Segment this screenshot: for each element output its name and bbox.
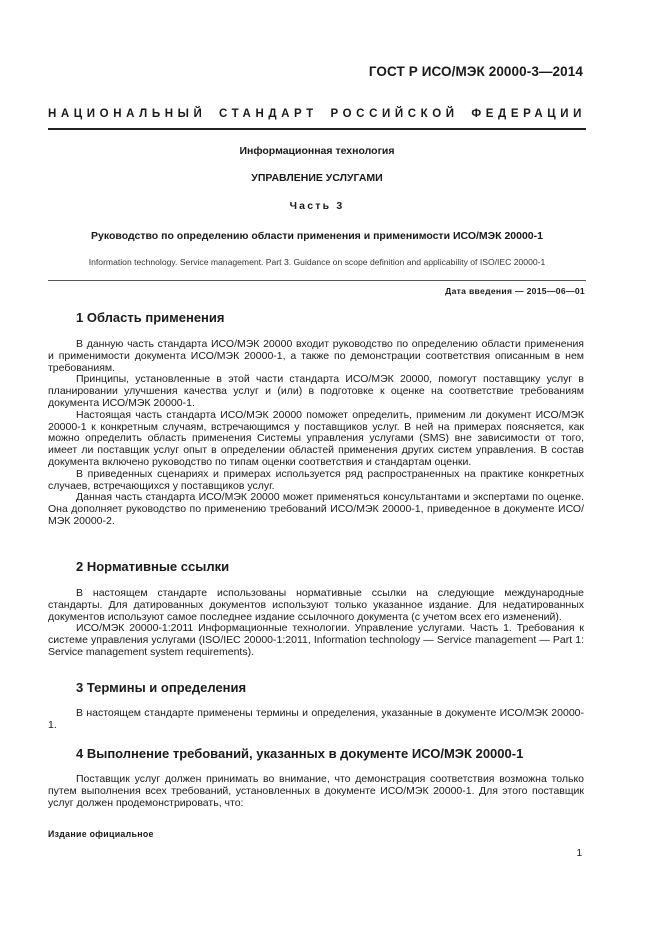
paragraph: В данную часть стандарта ИСО/МЭК 20000 входит руководство по определению области применения и применимости документа ИСО/МЭК 20000-1, а также по демонстрации соответствия описанным в нем требованиям. bbox=[48, 338, 584, 374]
official-edition-note: Издание официальное bbox=[48, 829, 154, 839]
section-1-heading: 1 Область применения bbox=[76, 310, 225, 325]
paragraph: Данная часть стандарта ИСО/МЭК 20000 может применяться консультантами и экспертами по оценке. Она дополняет руководство по применению требований ИСО/МЭК 20000-1, приведенное в документе ИСО/МЭК 20000-2. bbox=[48, 491, 584, 527]
section-3-heading: 3 Термины и определения bbox=[76, 680, 247, 695]
section-4-body bbox=[48, 774, 584, 809]
paragraph: Настоящая часть стандарта ИСО/МЭК 20000 поможет определить, применим ли документ ИСО/МЭК 20000-1 к конкретным случаям, встречающимся у поставщиков услуг. В ней на примерах поясняется, как можно определить область применения Системы управления услугами (SMS) вне зависимости от того, имеет ли поставщик услуг опыт в определении областей применения других систем управления. В состав документа включено руководство по типам оценки соответствия и стандартам оценки. bbox=[48, 408, 584, 468]
section-3-body bbox=[48, 708, 584, 732]
paragraph: ИСО/МЭК 20000-1:2011 Информационные технологии. Управление услугами. Часть 1. Требования к системе управления услугами (ISO/IEC 20000-1:2011, Information technology — Service management — Part 1: Service management system requirements). bbox=[48, 622, 584, 658]
section-2-heading: 2 Нормативные ссылки bbox=[76, 559, 230, 574]
effective-date: Дата введения — 2015—06—01 bbox=[445, 286, 585, 296]
paragraph: Принципы, установленные в этой части стандарта ИСО/МЭК 20000, помогут поставщику услуг в планировании улучшения качества услуг и (или) в подготовке к оценке на соответствие требованиям документа ИСО/МЭК 20000-1. bbox=[48, 373, 584, 409]
paragraph: В приведенных сценариях и примерах используется ряд распространенных на практике конкретных случаев, встречающихся у поставщиков услуг. bbox=[48, 467, 584, 492]
section-2-body bbox=[48, 588, 584, 659]
paragraph: Поставщик услуг должен принимать во внимание, что демонстрация соответствия возможна только путем выполнения всех требований, установленных в документе ИСО/МЭК 20000-1. Для этого поставщик услуг должен продемонстрировать, что: bbox=[48, 773, 584, 809]
paragraph: В настоящем стандарте использованы нормативные ссылки на следующие международные стандарты. Для датированных документов используют только указанное издание. Для недатированных документов используют самое последнее издание ссылочного документа (с учетом всех его изменений). bbox=[48, 587, 584, 623]
section-1-body bbox=[48, 339, 584, 528]
standard-code: ГОСТ Р ИСО/МЭК 20000-3—2014 bbox=[368, 64, 583, 79]
title-line-1: Информационная технология bbox=[239, 145, 395, 157]
title-line-2: УПРАВЛЕНИЕ УСЛУГАМИ bbox=[251, 172, 383, 184]
page-number: 1 bbox=[576, 848, 582, 859]
header-rule bbox=[48, 128, 586, 130]
paragraph: В настоящем стандарте применены термины и определения, указанные в документе ИСО/МЭК 20000-1. bbox=[48, 707, 584, 731]
section-4-heading: 4 Выполнение требований, указанных в документе ИСО/МЭК 20000-1 bbox=[76, 746, 524, 761]
national-standard-banner: НАЦИОНАЛЬНЫЙ СТАНДАРТ РОССИЙСКОЙ ФЕДЕРАЦИИ bbox=[48, 108, 586, 120]
title-part: Часть 3 bbox=[289, 200, 345, 212]
title-rule bbox=[48, 280, 586, 281]
english-title: Information technology. Service management. Part 3. Guidance on scope definition and applicability of ISO/IEC 20000-1 bbox=[88, 257, 546, 267]
title-line-4: Руководство по определению области применения и применимости ИСО/МЭК 20000-1 bbox=[91, 230, 543, 242]
